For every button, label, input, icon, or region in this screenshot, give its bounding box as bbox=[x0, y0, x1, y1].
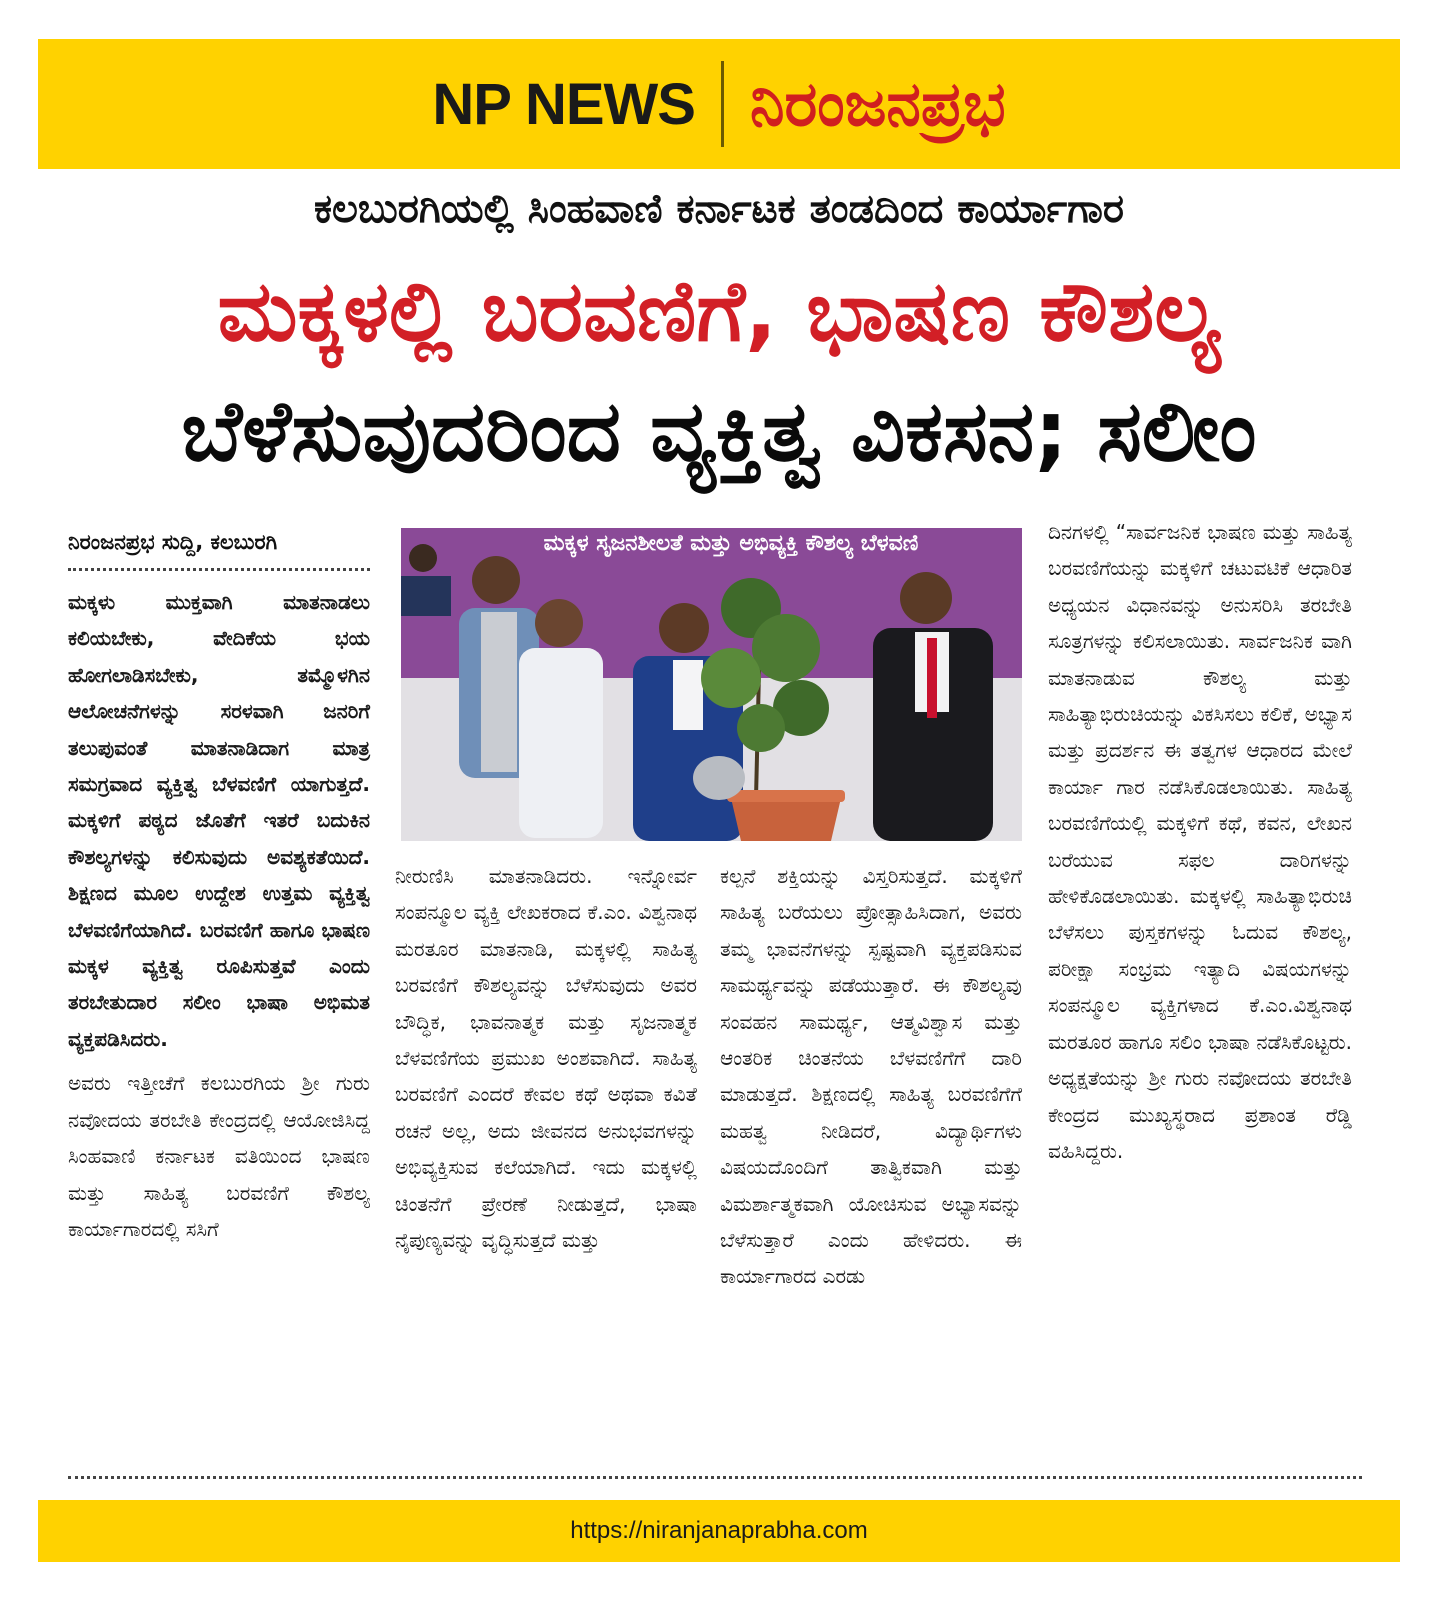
article-column-2 bbox=[395, 858, 697, 1266]
kicker-headline: ಕಲಬುರಗಿಯಲ್ಲಿ ಸಿಂಹವಾಣಿ ಕರ್ನಾಟಕ ತಂಡದಿಂದ ಕಾರ್ಯಾಗಾರ bbox=[313, 186, 1125, 232]
bottom-divider bbox=[68, 1476, 1362, 1479]
article-column-1 bbox=[68, 584, 370, 1255]
lead-paragraph: ಮಕ್ಕಳು ಮುಕ್ತವಾಗಿ ಮಾತನಾಡಲು ಕಲಿಯಬೇಕು, ವೇದಿಕೆಯ ಭಯ ಹೋಗಲಾಡಿಸಬೇಕು, ತಮ್ಮೊಳಗಿನ ಆಲೋಚನೆಗಳನ್ನು ಸರಳವಾಗಿ ಜನರಿಗೆ ತಲುಪುವಂತೆ ಮಾತನಾಡಿದಾಗ ಮಾತ್ರ ಸಮಗ್ರವಾದ ವ್ಯಕ್ತಿತ್ವ ಬೆಳವಣಿಗೆ ಯಾಗುತ್ತದೆ. ಮಕ್ಕಳಿಗೆ ಪಠ್ಯದ ಜೊತೆಗೆ ಇತರೆ ಬದುಕಿನ ಕೌಶಲ್ಯಗಳನ್ನು ಕಲಿಸುವುದು ಅವಶ್ಯಕತೆಯಿದೆ. ಶಿಕ್ಷಣದ ಮೂಲ ಉದ್ದೇಶ ಉತ್ತಮ ವ್ಯಕ್ತಿತ್ವ ಬೆಳವಣಿಗೆಯಾಗಿದೆ. ಬರವಣಿಗೆ ಹಾಗೂ ಭಾಷಣ ಮಕ್ಕಳ ವ್ಯಕ್ತಿತ್ವ ರೂಪಿಸುತ್ತವೆ ಎಂದು ತರಬೇತುದಾರ ಸಲೀಂ ಭಾಷಾ ಅಭಿಮತ ವ್ಯಕ್ತಪಡಿಸಿದರು. bbox=[68, 590, 370, 1051]
dateline: ನಿರಂಜನಪ್ರಭ ಸುದ್ದಿ, ಕಲಬುರಗಿ bbox=[68, 530, 278, 554]
event-photo-illustration bbox=[401, 528, 1022, 841]
photo-banner-text: ಮಕ್ಕಳ ಸೃಜನಶೀಲತೆ ಮತ್ತು ಅಭಿವ್ಯಕ್ತಿ ಕೌಶಲ್ಯ ಬೆಳವಣಿ bbox=[543, 531, 919, 556]
brand-name-kannada: ನಿರಂಜನಪ್ರಭ bbox=[749, 67, 1006, 140]
body-paragraph: ಅವರು ಇತ್ತೀಚೆಗೆ ಕಲಬುರಗಿಯ ಶ್ರೀ ಗುರು ನವೋದಯ ತರಬೇತಿ ಕೇಂದ್ರದಲ್ಲಿ ಆಯೋಜಿಸಿದ್ದ ಸಿಂಹವಾಣಿ ಕರ್ನಾಟಕ ವತಿಯಿಂದ ಭಾಷಣ ಮತ್ತು ಸಾಹಿತ್ಯ ಬರವಣಿಗೆ ಕೌಶಲ್ಯ ಕಾರ್ಯಾಗಾರದಲ್ಲಿ ಸಸಿಗೆ bbox=[68, 1071, 370, 1241]
body-paragraph: ಕಲ್ಪನೆ ಶಕ್ತಿಯನ್ನು ವಿಸ್ತರಿಸುತ್ತದೆ. ಮಕ್ಕಳಿಗೆ ಸಾಹಿತ್ಯ ಬರೆಯಲು ಪ್ರೋತ್ಸಾಹಿಸಿದಾಗ, ಅವರು ತಮ್ಮ ಭಾವನೆಗಳನ್ನು ಸ್ಪಷ್ಟವಾಗಿ ವ್ಯಕ್ತಪಡಿಸುವ ಸಾಮರ್ಥ್ಯವನ್ನು ಪಡೆಯುತ್ತಾರೆ. ಈ ಕೌಶಲ್ಯವು ಸಂವಹನ ಸಾಮರ್ಥ್ಯ, ಆತ್ಮವಿಶ್ವಾಸ ಮತ್ತು ಆಂತರಿಕ ಚಿಂತನೆಯ ಬೆಳವಣಿಗೆಗೆ ದಾರಿ ಮಾಡುತ್ತದೆ. ಶಿಕ್ಷಣದಲ್ಲಿ ಸಾಹಿತ್ಯ ಬರವಣಿಗೆಗೆ ಮಹತ್ವ ನೀಡಿದರೆ, ವಿದ್ಯಾರ್ಥಿಗಳು ವಿಷಯದೊಂದಿಗೆ ತಾತ್ವಿಕವಾಗಿ ಮತ್ತು ವಿಮರ್ಶಾತ್ಮಕವಾಗಿ ಯೋಚಿಸುವ ಅಭ್ಯಾಸವನ್ನು ಬೆಳೆಸುತ್ತಾರೆ ಎಂದು ಹೇಳಿದರು. ಈ ಕಾರ್ಯಾಗಾರದ ಎರಡು bbox=[720, 864, 1022, 1289]
main-headline-line1: ಮಕ್ಕಳಲ್ಲಿ ಬರವಣಿಗೆ, ಭಾಷಣ ಕೌಶಲ್ಯ bbox=[217, 262, 1221, 360]
brand-name-english: NP NEWS bbox=[432, 71, 695, 137]
article-column-3 bbox=[720, 858, 1022, 1303]
footer bbox=[38, 1500, 1400, 1562]
main-headline-line2: ಬೆಳೆಸುವುದರಿಂದ ವ್ಯಕ್ತಿತ್ವ ವಿಕಸನ; ಸಲೀಂ bbox=[181, 382, 1257, 480]
brand-divider bbox=[721, 61, 724, 147]
event-photo bbox=[401, 528, 1022, 841]
dateline-divider bbox=[68, 568, 370, 571]
website-link[interactable]: https://niranjanaprabha.com bbox=[570, 1517, 868, 1544]
body-paragraph: ದಿನಗಳಲ್ಲಿ “ಸಾರ್ವಜನಿಕ ಭಾಷಣ ಮತ್ತು ಸಾಹಿತ್ಯ ಬರವಣಿಗೆಯನ್ನು ಮಕ್ಕಳಿಗೆ ಚಟುವಟಿಕೆ ಆಧಾರಿತ ಅಧ್ಯಯನ ವಿಧಾನವನ್ನು ಅನುಸರಿಸಿ ತರಬೇತಿ ಸೂತ್ರಗಳನ್ನು ಕಲಿಸಲಾಯಿತು. ಸಾರ್ವಜನಿಕ ವಾಗಿ ಮಾತನಾಡುವ ಕೌಶಲ್ಯ ಮತ್ತು ಸಾಹಿತ್ಯಾಭಿರುಚಿಯನ್ನು ವಿಕಸಿಸಲು ಕಲಿಕೆ, ಅಭ್ಯಾಸ ಮತ್ತು ಪ್ರದರ್ಶನ ಈ ತತ್ವಗಳ ಆಧಾರದ ಮೇಲೆ ಕಾರ್ಯಾ ಗಾರ ನಡೆಸಿಕೊಡಲಾಯಿತು. ಸಾಹಿತ್ಯ ಬರವಣಿಗೆಯಲ್ಲಿ ಮಕ್ಕಳಿಗೆ ಕಥೆ, ಕವನ, ಲೇಖನ ಬರೆಯುವ ಸಫಲ ದಾರಿಗಳನ್ನು ಹೇಳಿಕೊಡಲಾಯಿತು. ಮಕ್ಕಳಲ್ಲಿ ಸಾಹಿತ್ಯಾಭಿರುಚಿ ಬೆಳೆಸಲು ಪುಸ್ತಕಗಳನ್ನು ಓದುವ ಕೌಶಲ್ಯ, ಪರೀಕ್ಷಾ ಸಂಭ್ರಮ ಇತ್ಯಾದಿ ವಿಷಯಗಳನ್ನು ಸಂಪನ್ಮೂಲ ವ್ಯಕ್ತಿಗಳಾದ ಕೆ.ಎಂ.ವಿಶ್ವನಾಥ ಮರತೂರ ಹಾಗೂ ಸಲಿಂ ಭಾಷಾ ನಡೆಸಿಕೊಟ್ಟರು. ಅಧ್ಯಕ್ಷತೆಯನ್ನು ಶ್ರೀ ಗುರು ನವೋದಯ ತರಬೇತಿ ಕೇಂದ್ರದ ಮುಖ್ಯಸ್ಥರಾದ ಪ್ರಶಾಂತ ರೆಡ್ಡಿ ವಹಿಸಿದ್ದರು. bbox=[1048, 520, 1352, 1163]
masthead bbox=[38, 39, 1400, 169]
article-column-4 bbox=[1048, 514, 1352, 1177]
body-paragraph: ನೀರುಣಿಸಿ ಮಾತನಾಡಿದರು. ಇನ್ನೋರ್ವ ಸಂಪನ್ಮೂಲ ವ್ಯಕ್ತಿ ಲೇಖಕರಾದ ಕೆ.ಎಂ. ವಿಶ್ವನಾಥ ಮರತೂರ ಮಾತನಾಡಿ, ಮಕ್ಕಳಲ್ಲಿ ಸಾಹಿತ್ಯ ಬರವಣಿಗೆ ಕೌಶಲ್ಯವನ್ನು ಬೆಳೆಸುವುದು ಅವರ ಬೌದ್ಧಿಕ, ಭಾವನಾತ್ಮಕ ಮತ್ತು ಸೃಜನಾತ್ಮಕ ಬೆಳವಣಿಗೆಯ ಪ್ರಮುಖ ಅಂಶವಾಗಿದೆ. ಸಾಹಿತ್ಯ ಬರವಣಿಗೆ ಎಂದರೆ ಕೇವಲ ಕಥೆ ಅಥವಾ ಕವಿತೆ ರಚನೆ ಅಲ್ಲ, ಅದು ಜೀವನದ ಅನುಭವಗಳನ್ನು ಅಭಿವ್ಯಕ್ತಿಸುವ ಕಲೆಯಾಗಿದೆ. ಇದು ಮಕ್ಕಳಲ್ಲಿ ಚಿಂತನೆಗೆ ಪ್ರೇರಣೆ ನೀಡುತ್ತದೆ, ಭಾಷಾ ನೈಪುಣ್ಯವನ್ನು ವೃದ್ಧಿಸುತ್ತದೆ ಮತ್ತು bbox=[395, 864, 697, 1253]
